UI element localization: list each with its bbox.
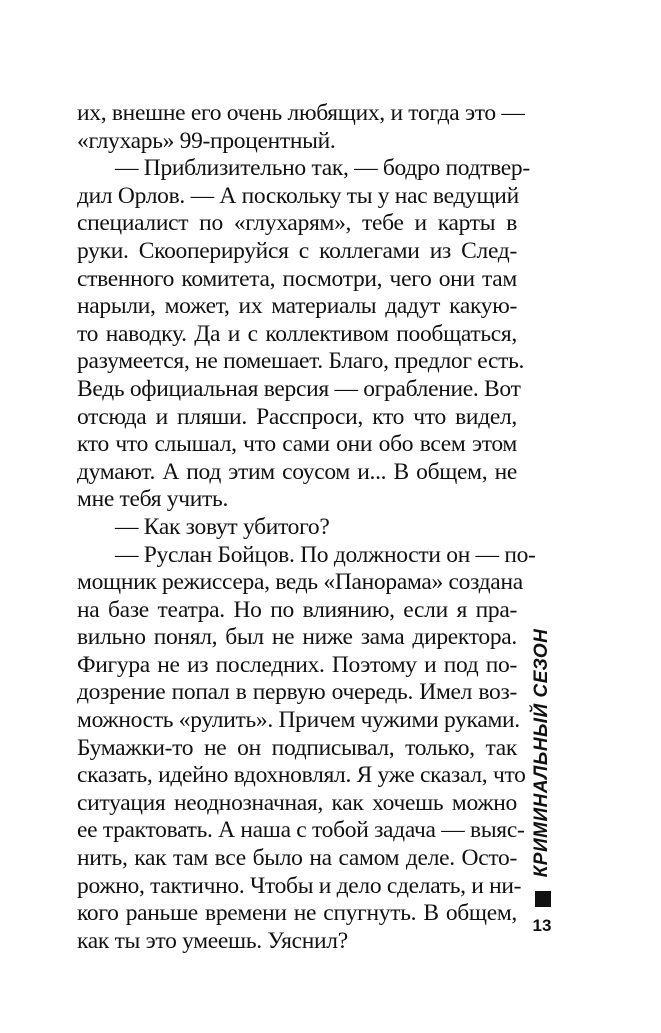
text-line: их, внешне его очень любящих, и тогда это — [77, 100, 525, 126]
text-line: ственного комитета, посмотри, чего они там [77, 265, 517, 292]
text-line: кто что слышал, что сами они обо всем этом [77, 431, 517, 458]
text-line: дил Орлов. — А поскольку ты у нас ведущий [77, 182, 519, 209]
text-line: мне тебя учить. [77, 486, 229, 513]
text-line: дозрение попал в первую очередь. Имел воз- [77, 679, 517, 706]
text-line: Ведь официальная версия — ограбление. Вот [77, 375, 521, 402]
text-line: вильно понял, был не ниже зама директора. [77, 624, 517, 651]
text-line: отсюда и пляши. Расспроси, кто что видел, [77, 403, 517, 430]
running-title: КРИМИНАЛЬНЫЙ СЕЗОН [531, 628, 552, 877]
text-line: думают. А под этим соусом и... В общем, не [77, 458, 517, 485]
text-line: — Руслан Бойцов. По должности он — по- [115, 541, 536, 568]
text-line: Фигура не из последних. Поэтому и под по- [77, 651, 517, 678]
text-line: руки. Скооперируйся с коллегами из След- [77, 237, 517, 264]
running-title-sidebar [527, 630, 557, 875]
text-line: можность «рулить». Причем чужими руками. [77, 707, 520, 734]
page-number: 13 [532, 916, 552, 935]
text-line: нить, как там все было на самом деле. Осто- [77, 845, 517, 872]
text-line: Бумажки-то не он подписывал, только, так [77, 734, 517, 761]
text-line: мощник режиссера, ведь «Панорама» создана [77, 569, 523, 596]
text-line: — Как зовут убитого? [115, 513, 330, 540]
text-line: ситуация неоднозначная, как хочешь можно [77, 789, 517, 816]
text-line: то наводку. Да и с коллективом пообщаться, [77, 320, 517, 347]
page-body-text [77, 100, 536, 955]
square-marker-icon [535, 891, 551, 907]
text-line: специалист по «глухарям», тебе и карты в [77, 210, 517, 237]
text-line: рожно, тактично. Чтобы и дело сделать, и ни- [77, 872, 522, 899]
text-line: нарыли, может, их материалы дадут какую- [77, 293, 517, 320]
text-line: кого раньше времени не спугнуть. В общем, [77, 900, 517, 927]
text-line: на базе театра. Но по влиянию, если я пра- [77, 596, 517, 623]
text-line: «глухарь» 99-процентный. [77, 127, 336, 154]
text-line: разумеется, не помешает. Благо, предлог есть. [77, 348, 525, 375]
text-line: сказать, идейно вдохновлял. Я уже сказал, что [77, 762, 526, 789]
text-line: как ты это умеешь. Уяснил? [77, 927, 348, 954]
text-line: ее трактовать. А наша с тобой задача — выяс- [77, 817, 525, 844]
text-line: — Приблизительно так, — бодро подтвер- [115, 155, 530, 182]
